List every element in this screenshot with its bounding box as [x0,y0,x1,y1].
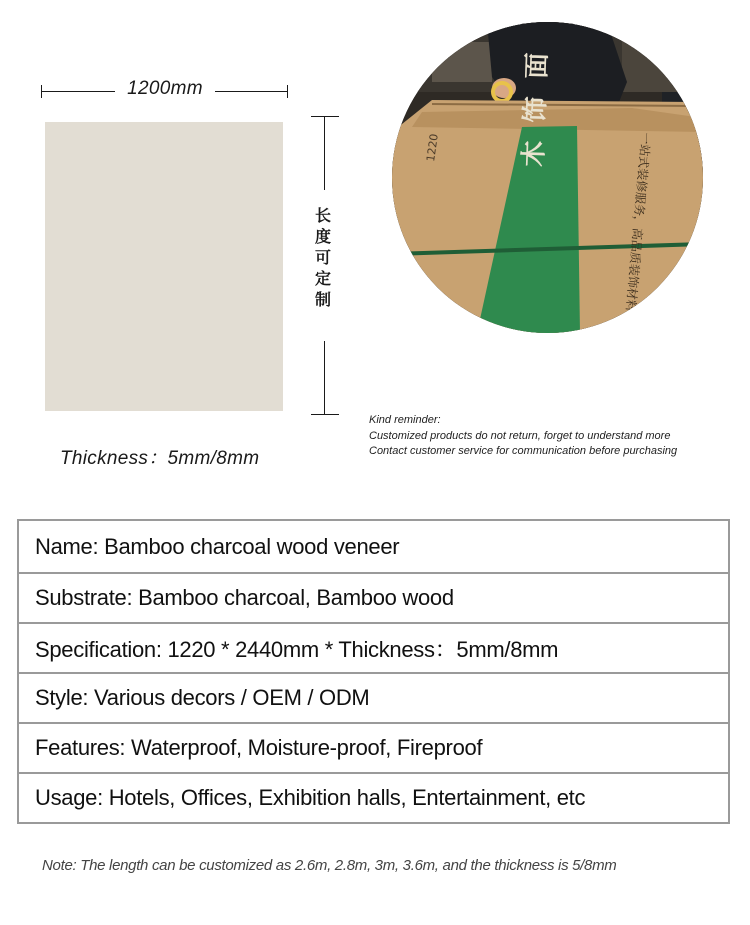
box-marking: 1220 [424,132,441,163]
spec-style: Style: Various decors / OEM / ODM [19,672,728,722]
width-tick-right [287,85,288,98]
board-characters: 木饰面 [519,34,554,168]
spec-table [17,519,730,824]
length-dimension-line-bottom [324,341,325,414]
kind-reminder [369,413,677,460]
customization-note: Note: The length can be customized as 2.6m, 2.8m, 3m, 3.6m, and the thickness is 5/8mm [42,857,617,874]
length-tick-top [311,116,339,117]
box-side-text: 一站式装修服务，高品质装饰材料 [623,131,653,313]
spec-substrate: Substrate: Bamboo charcoal, Bamboo wood [19,572,728,622]
width-label: 1200mm [115,78,215,100]
veneer-swatch [45,122,283,411]
width-tick-left [41,85,42,98]
reminder-line-1: Customized products do not return, forget to understand more [369,429,671,442]
thickness-label: Thickness：5mm/8mm [60,448,260,469]
packaging-photo [392,22,703,333]
reminder-title: Kind reminder: [369,414,441,426]
spec-specification: Specification: 1220 * 2440mm * Thickness：5mm/8mm [19,622,728,672]
reminder-line-2: Contact customer service for communication before purchasing [369,445,678,457]
spec-features: Features: Waterproof, Moisture-proof, Fireproof [19,722,728,772]
length-dimension-line-top [324,117,325,190]
spec-name: Name: Bamboo charcoal wood veneer [35,533,400,559]
length-customizable-label: 长度可定制 [314,206,331,309]
spec-usage: Usage: Hotels, Offices, Exhibition halls, Entertainment, etc [19,772,728,822]
length-tick-bottom [311,414,339,415]
